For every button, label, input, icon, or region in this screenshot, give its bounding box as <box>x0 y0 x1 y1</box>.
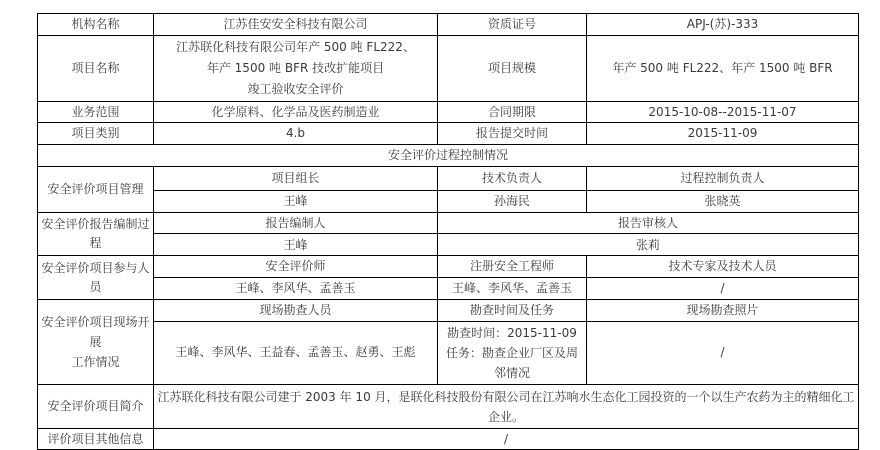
report-reviewer-header: 报告审核人 <box>438 212 859 234</box>
row-site-work-values <box>38 321 859 384</box>
row-org-cert <box>38 14 859 36</box>
row-management-values <box>38 190 859 212</box>
site-work-label-line-2: 工作情况 <box>71 354 120 369</box>
management-label: 安全评价项目管理 <box>38 166 154 212</box>
section-header: 安全评价过程控制情况 <box>38 145 859 167</box>
row-scope-contract <box>38 101 859 123</box>
survey-photo-header: 现场勘查照片 <box>587 299 859 321</box>
survey-personnel-header: 现场勘查人员 <box>154 299 438 321</box>
survey-time-line: 勘查时间：2015-11-09 <box>447 325 577 340</box>
survey-task-line: 任务：勘查企业厂区及周邻情况 <box>445 345 578 380</box>
management-process-header: 过程控制负责人 <box>587 166 859 190</box>
row-report-process-values <box>38 234 859 256</box>
row-project-brief <box>38 384 859 428</box>
report-submit-time-label: 报告提交时间 <box>438 123 587 145</box>
project-category-label: 项目类别 <box>38 123 154 145</box>
survey-time-task-header: 勘查时间及任务 <box>438 299 587 321</box>
row-management-headers <box>38 166 859 190</box>
project-name-label: 项目名称 <box>38 35 154 101</box>
business-scope-value: 化学原料、化学品及医药制造业 <box>154 101 438 123</box>
project-category-value: 4.b <box>154 123 438 145</box>
evaluator-header: 安全评价师 <box>154 256 438 278</box>
management-process-value: 张晓英 <box>587 190 859 212</box>
management-leader-value: 王峰 <box>154 190 438 212</box>
management-leader-header: 项目组长 <box>154 166 438 190</box>
row-report-process-headers <box>38 212 859 234</box>
report-writer-value: 王峰 <box>154 234 438 256</box>
cert-no-label: 资质证号 <box>438 14 587 36</box>
project-name-line-2: 年产 1500 吨 BFR 技改扩能项目 <box>206 60 385 75</box>
report-writer-header: 报告编制人 <box>154 212 438 234</box>
project-name-line-3: 竣工验收安全评价 <box>247 81 344 96</box>
report-submit-time-value: 2015-11-09 <box>587 123 859 145</box>
row-section-header <box>38 145 859 167</box>
evaluator-value: 王峰、李风华、孟善玉 <box>154 277 438 299</box>
project-name-value <box>154 35 438 101</box>
survey-personnel-value: 王峰、李风华、王益春、孟善玉、赵勇、王彪 <box>154 321 438 384</box>
management-tech-header: 技术负责人 <box>438 166 587 190</box>
project-brief-label: 安全评价项目简介 <box>38 384 154 428</box>
project-scale-value: 年产 500 吨 FL222、年产 1500 吨 BFR <box>587 35 859 101</box>
row-site-work-headers <box>38 299 859 321</box>
contract-period-value: 2015-10-08--2015-11-07 <box>587 101 859 123</box>
project-brief-value: 江苏联化科技有限公司建于 2003 年 10 月，是联化科技股份有限公司在江苏响水生态化工园投资的一个以生产农药为主的精细化工企业。 <box>154 384 859 428</box>
registered-engineer-value: 王峰、李风华、孟善玉 <box>438 277 587 299</box>
site-work-label <box>38 299 154 384</box>
report-reviewer-value: 张莉 <box>438 234 859 256</box>
project-name-line-1: 江苏联化科技有限公司年产 500 吨 FL222、 <box>176 39 415 54</box>
org-name-value: 江苏佳安安全科技有限公司 <box>154 14 438 36</box>
row-project-name-scale <box>38 35 859 101</box>
participants-label: 安全评价项目参与人员 <box>38 256 154 300</box>
management-tech-value: 孙海民 <box>438 190 587 212</box>
other-info-value: / <box>154 428 859 450</box>
row-other-info <box>38 428 859 450</box>
row-participants-headers <box>38 256 859 278</box>
project-scale-label: 项目规模 <box>438 35 587 101</box>
tech-expert-value: / <box>587 277 859 299</box>
contract-period-label: 合同期限 <box>438 101 587 123</box>
registered-engineer-header: 注册安全工程师 <box>438 256 587 278</box>
org-name-label: 机构名称 <box>38 14 154 36</box>
other-info-label: 评价项目其他信息 <box>38 428 154 450</box>
report-process-label: 安全评价报告编制过程 <box>38 212 154 256</box>
business-scope-label: 业务范围 <box>38 101 154 123</box>
cert-no-value: APJ-(苏)-333 <box>587 14 859 36</box>
survey-time-task-value <box>438 321 587 384</box>
row-participants-values <box>38 277 859 299</box>
survey-photo-value: / <box>587 321 859 384</box>
safety-evaluation-info-table <box>37 13 859 450</box>
row-category-submit-time <box>38 123 859 145</box>
site-work-label-line-1: 安全评价项目现场开展 <box>41 314 150 349</box>
tech-expert-header: 技术专家及技术人员 <box>587 256 859 278</box>
